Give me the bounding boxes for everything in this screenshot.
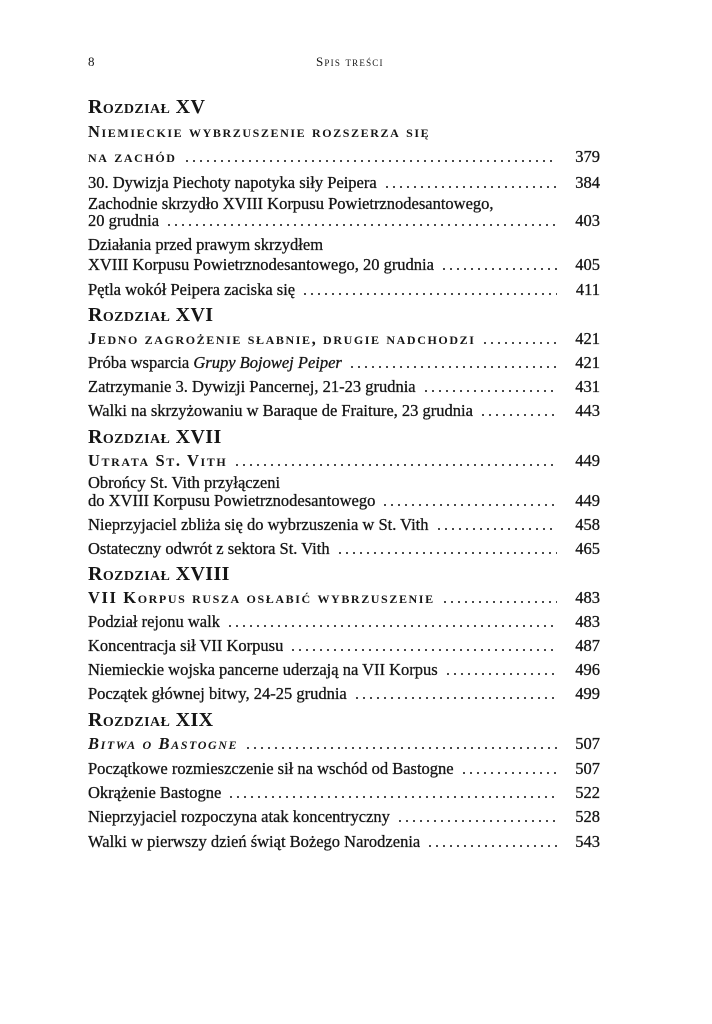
entry-page-number: 405 bbox=[575, 255, 600, 274]
entry-page-number: 411 bbox=[575, 280, 600, 299]
toc-entry bbox=[88, 399, 600, 423]
entry-page-number: 507 bbox=[575, 734, 600, 753]
chapter-label bbox=[88, 708, 600, 732]
entry-line bbox=[88, 489, 600, 513]
entry-text: Okrążenie Bastogne bbox=[88, 783, 222, 802]
entry-text: Obrońcy St. Vith przyłączeni bbox=[88, 473, 281, 492]
entry-page-number: 443 bbox=[575, 401, 600, 420]
chapter-title-text: Jedno zagrożenie słabnie, drugie nadchodzi bbox=[88, 329, 476, 348]
chapter-title-line bbox=[88, 145, 600, 169]
entry-line bbox=[88, 253, 600, 277]
chapter-title-text: na zachód bbox=[88, 147, 177, 166]
page-number: 8 bbox=[88, 54, 95, 69]
entry-text: Podział rejonu walk bbox=[88, 612, 220, 631]
chapter-title-text: Niemieckie wybrzuszenie rozszerza się bbox=[88, 122, 431, 141]
entry-text-plain: Próba wsparcia bbox=[88, 353, 190, 372]
chapter-title bbox=[88, 120, 600, 168]
dot-leader bbox=[429, 845, 557, 847]
entry-page-number: 449 bbox=[575, 491, 600, 510]
toc-entry bbox=[88, 781, 600, 805]
entry-text-italic: Grupy Bojowej Peiper bbox=[193, 353, 342, 372]
entry-text: Nieprzyjaciel zbliża się do wybrzuszenia w St. Vith bbox=[88, 515, 429, 534]
entry-text: Nieprzyjaciel rozpoczyna atak koncentryczny bbox=[88, 807, 390, 826]
chapter-label bbox=[88, 425, 600, 449]
entry-page-number: 543 bbox=[575, 832, 600, 851]
entry-page-number: 522 bbox=[575, 783, 600, 802]
chapter-label-text: Rozdział XV bbox=[88, 96, 206, 118]
chapter-label-text: Rozdział XVIII bbox=[88, 563, 230, 585]
toc-entry bbox=[88, 351, 600, 375]
dot-leader bbox=[399, 820, 557, 822]
chapter-label bbox=[88, 562, 600, 586]
entry-text: Ostateczny odwrót z sektora St. Vith bbox=[88, 539, 330, 558]
entry-page-number: 483 bbox=[575, 612, 600, 631]
chapter-label bbox=[88, 303, 600, 327]
toc-entry bbox=[88, 805, 600, 829]
dot-leader bbox=[447, 673, 557, 675]
entry-text: Koncentracja sił VII Korpusu bbox=[88, 636, 284, 655]
entry-text bbox=[88, 351, 342, 375]
toc-entry bbox=[88, 830, 600, 854]
entry-text: 30. Dywizja Piechoty napotyka siły Peipera bbox=[88, 173, 377, 192]
dot-leader bbox=[444, 601, 557, 603]
chapter-title-text: VII Korpus rusza osłabić wybrzuszenie bbox=[88, 588, 435, 607]
toc-entry bbox=[88, 610, 600, 634]
dot-leader bbox=[484, 342, 557, 344]
dot-leader bbox=[482, 414, 557, 416]
entry-text: Walki w pierwszy dzień świąt Bożego Narodzenia bbox=[88, 832, 421, 851]
toc-entry bbox=[88, 634, 600, 658]
toc-entry bbox=[88, 537, 600, 561]
dot-leader bbox=[230, 796, 557, 798]
dot-leader bbox=[438, 528, 557, 530]
entry-text: 20 grudnia bbox=[88, 211, 160, 230]
chapter-title bbox=[88, 732, 600, 756]
toc-entry bbox=[88, 375, 600, 399]
chapter-title-line bbox=[88, 120, 600, 144]
entry-page-number: 465 bbox=[575, 539, 600, 558]
toc-entry bbox=[88, 682, 600, 706]
dot-leader bbox=[339, 552, 557, 554]
entry-page-number: 487 bbox=[575, 636, 600, 655]
entry-line bbox=[88, 209, 600, 233]
chapter-title-text: Utrata St. Vith bbox=[88, 451, 228, 470]
dot-leader bbox=[351, 366, 557, 368]
dot-leader bbox=[443, 268, 557, 270]
chapter-title-text: Bitwa o Bastogne bbox=[88, 734, 239, 753]
dot-leader bbox=[292, 649, 557, 651]
entry-page-number: 449 bbox=[575, 451, 600, 470]
chapter-title bbox=[88, 586, 600, 610]
entry-page-number: 483 bbox=[575, 588, 600, 607]
dot-leader bbox=[356, 697, 557, 699]
entry-text: Zachodnie skrzydło XVIII Korpusu Powietrznodesantowego, bbox=[88, 194, 494, 213]
chapter-label-text: Rozdział XIX bbox=[88, 709, 214, 731]
running-title: Spis treści bbox=[316, 54, 384, 69]
dot-leader bbox=[247, 747, 557, 749]
entry-page-number: 507 bbox=[575, 759, 600, 778]
entry-page-number: 528 bbox=[575, 807, 600, 826]
chapter-label-text: Rozdział XVII bbox=[88, 426, 222, 448]
dot-leader bbox=[386, 186, 557, 188]
dot-leader bbox=[384, 504, 557, 506]
entry-text: Początek głównej bitwy, 24-25 grudnia bbox=[88, 684, 347, 703]
chapter-label bbox=[88, 95, 600, 119]
entry-page-number: 496 bbox=[575, 660, 600, 679]
entry-page-number: 458 bbox=[575, 515, 600, 534]
entry-text: Działania przed prawym skrzydłem bbox=[88, 235, 324, 254]
dot-leader bbox=[425, 390, 557, 392]
entry-page-number: 431 bbox=[575, 377, 600, 396]
dot-leader bbox=[229, 625, 557, 627]
entry-text: Zatrzymanie 3. Dywizji Pancernej, 21-23 grudnia bbox=[88, 377, 416, 396]
chapter-label-text: Rozdział XVI bbox=[88, 304, 214, 326]
dot-leader bbox=[236, 464, 557, 466]
entry-page-number: 421 bbox=[575, 329, 600, 348]
entry-text: do XVIII Korpusu Powietrznodesantowego bbox=[88, 491, 376, 510]
dot-leader bbox=[463, 772, 557, 774]
toc-entry bbox=[88, 233, 600, 281]
chapter-title bbox=[88, 327, 600, 351]
entry-text: Pętla wokół Peipera zaciska się bbox=[88, 280, 296, 299]
entry-text: XVIII Korpusu Powietrznodesantowego, 20 grudnia bbox=[88, 255, 434, 274]
entry-page-number: 499 bbox=[575, 684, 600, 703]
entry-page-number: 403 bbox=[575, 211, 600, 230]
toc-entry bbox=[88, 471, 600, 519]
chapter-title bbox=[88, 449, 600, 473]
entry-page-number: 379 bbox=[575, 147, 600, 166]
toc-entry bbox=[88, 278, 600, 302]
dot-leader bbox=[186, 160, 557, 162]
entry-page-number: 384 bbox=[575, 173, 600, 192]
entry-text: Niemieckie wojska pancerne uderzają na VII Korpus bbox=[88, 660, 438, 679]
entry-page-number: 421 bbox=[575, 353, 600, 372]
entry-text: Początkowe rozmieszczenie sił na wschód od Bastogne bbox=[88, 759, 454, 778]
dot-leader bbox=[304, 293, 557, 295]
entry-text: Walki na skrzyżowaniu w Baraque de Fraiture, 23 grudnia bbox=[88, 401, 473, 420]
toc-entry bbox=[88, 757, 600, 781]
toc-entry bbox=[88, 513, 600, 537]
dot-leader bbox=[168, 224, 557, 226]
toc-entry bbox=[88, 658, 600, 682]
